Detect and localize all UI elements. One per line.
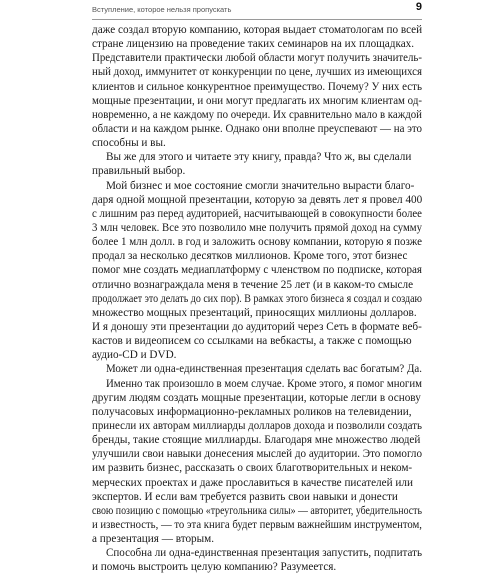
body-text xyxy=(92,23,422,574)
text-line: экспертов. И если вам требуется развить свои навыки и донести xyxy=(92,490,398,503)
text-line: мерческих проектах и даже прославиться в качестве писателей или xyxy=(92,476,413,489)
text-line: продал за несколько десятков миллионов. Кроме того, этот бизнес xyxy=(92,250,408,263)
text-line: свою позицию с помощью «треугольника силы» — авторитет, убедительность xyxy=(92,504,422,517)
text-line: стране лицензию на проведение таких семинаров на их площадках. xyxy=(92,38,415,51)
text-line: отлично вознаграждала меня в течение 25 лет (и в каком-то смысле xyxy=(92,278,414,291)
text-line: получасовых информационно-рекламных роликов на телевидении, xyxy=(92,405,412,418)
chapter-title: Вступление, которое нельзя пропускать xyxy=(92,5,232,14)
text-line: другим людям создать мощные презентации, которые легли в основу xyxy=(92,391,421,404)
text-line: Вы же для этого и читаете эту книгу, правда? Что ж, вы сделали xyxy=(106,151,412,164)
text-line: ный доход, иммунитет от конкуренции по цене, лучших из имеющихся xyxy=(92,66,422,79)
text-line: с лишним раз перед аудиторией, насчитывающей в совокупности более xyxy=(92,207,422,220)
text-line: Именно так произошло в моем случае. Кроме этого, я помог многим xyxy=(106,377,422,390)
text-line: новременно, а не каждому по очереди. Их сравнительно мало в каждой xyxy=(92,108,422,121)
text-line: аудио-CD и DVD. xyxy=(92,349,177,362)
text-line: и помочь выстроить целую компанию? Разумеется. xyxy=(92,561,337,574)
text-line: бренды, такие стоящие миллиарды. Благодаря мне множество людей xyxy=(92,434,421,447)
text-line: даря одной мощной презентации, которую за девять лет я провел 400 xyxy=(92,193,422,206)
text-line: Представители практически любой области могут получить значитель- xyxy=(92,52,422,65)
text-line: более 1 млн долл. в год и заложить основу компании, которую я позже xyxy=(92,236,422,249)
text-line: помог мне создать медиаплатформу с членством по подписке, которая xyxy=(92,264,422,277)
page-number: 9 xyxy=(415,1,422,13)
text-line: и известность, — то эта книга будет первым важнейшим инструментом, xyxy=(92,518,422,531)
text-line: а презентация — вторым. xyxy=(92,533,215,546)
text-line: И я доношу эти презентации до аудиторий через Сеть в формате веб- xyxy=(92,320,422,333)
text-line: клиентов и сильное конкурентное преимущество. Почему? У них есть xyxy=(92,80,422,93)
text-line: множество мощных презентаций, приносящих миллионы долларов. xyxy=(92,306,417,319)
text-line: принесли их авторам миллиарды долларов дохода и позволили создать xyxy=(92,419,422,432)
text-line: области и на каждом рынке. Однако они вполне преуспевают — на это xyxy=(92,122,422,135)
text-line: правильный выбор. xyxy=(92,165,186,178)
text-line: 3 млн человек. Все это позволило мне получить прямой доход на сумму xyxy=(92,221,422,234)
text-line: даже создал вторую компанию, которая выдает стоматологам по всей xyxy=(92,24,422,36)
text-line: Мой бизнес и мое состояние смогли значительно вырасти благо- xyxy=(106,179,415,192)
text-line: улучшили свои навыки донесения мыслей до аудитории. Это помогло xyxy=(92,448,422,461)
text-line: способны и вы. xyxy=(92,137,166,150)
text-line: мощные презентации, и они могут предлагать их многим клиентам од- xyxy=(92,94,422,107)
text-line: Способна ли одна-единственная презентация запустить, подпитать xyxy=(106,547,422,560)
text-line: кастов и видеописем со ссылками на вебкасты, а также с помощью xyxy=(92,335,412,348)
text-line: Может ли одна-единственная презентация сделать вас богатым? Да. xyxy=(106,363,422,376)
text-line: продолжает это делать до сих пор). В рамках этого бизнеса я создал и создаю xyxy=(92,292,422,305)
text-line: им развить бизнес, рассказать о своих благотворительных и неком- xyxy=(92,462,413,475)
running-header xyxy=(92,1,422,20)
